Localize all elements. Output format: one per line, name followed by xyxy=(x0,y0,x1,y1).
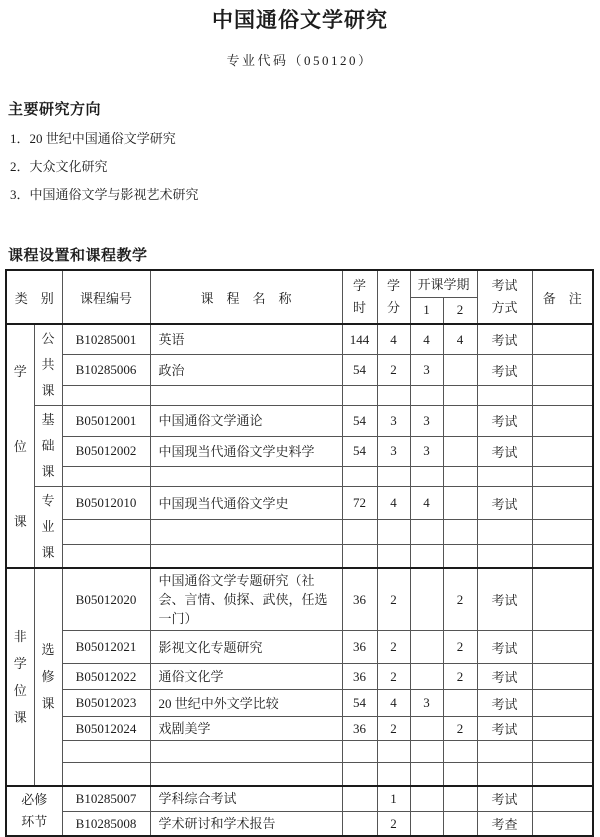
sem2-cell xyxy=(443,786,477,812)
sem1-cell xyxy=(410,717,443,741)
exam-cell xyxy=(477,741,532,763)
sem2-cell xyxy=(443,436,477,467)
credits-cell: 2 xyxy=(377,568,410,631)
group-nondegree-cell xyxy=(6,568,34,786)
hours-cell: 54 xyxy=(342,406,377,437)
course-name-cell: 中国现当代通俗文学史料学 xyxy=(150,436,342,467)
group-basic-cell xyxy=(34,406,62,487)
exam-cell: 考试 xyxy=(477,487,532,520)
group-elective-cell xyxy=(34,568,62,786)
course-code-cell: B10285006 xyxy=(62,355,150,386)
group-major-cell xyxy=(34,487,62,569)
group-elective-label: 选修课 xyxy=(41,642,55,712)
course-code-cell: B05012001 xyxy=(62,406,150,437)
sem1-cell xyxy=(410,386,443,406)
col-header-remarks: 备 注 xyxy=(532,270,593,324)
col-header-sem2: 2 xyxy=(443,297,477,324)
group-basic-label: 基础课 xyxy=(41,412,55,479)
remarks-cell xyxy=(532,324,593,355)
col-header-semester: 开课学期 xyxy=(410,270,477,297)
credits-cell: 2 xyxy=(377,355,410,386)
credits-cell: 2 xyxy=(377,717,410,741)
hours-header-label: 学时 xyxy=(353,278,367,315)
course-code-cell: B10285007 xyxy=(62,786,150,812)
hours-cell xyxy=(342,520,377,545)
remarks-cell xyxy=(532,355,593,386)
sem2-cell xyxy=(443,487,477,520)
hours-cell: 54 xyxy=(342,355,377,386)
sem1-cell xyxy=(410,763,443,786)
remarks-cell xyxy=(532,386,593,406)
remarks-cell xyxy=(532,467,593,487)
credits-cell: 3 xyxy=(377,436,410,467)
credits-cell: 3 xyxy=(377,406,410,437)
credits-cell: 1 xyxy=(377,786,410,812)
sem2-cell: 2 xyxy=(443,664,477,690)
exam-cell xyxy=(477,544,532,568)
sem1-cell xyxy=(410,520,443,545)
curriculum-heading: 课程设置和课程教学 xyxy=(8,247,148,264)
sem2-cell xyxy=(443,467,477,487)
course-name-cell xyxy=(150,763,342,786)
course-name-cell: 政治 xyxy=(150,355,342,386)
exam-cell xyxy=(477,763,532,786)
course-code-cell: B05012021 xyxy=(62,631,150,664)
exam-cell: 考试 xyxy=(477,786,532,812)
exam-cell: 考试 xyxy=(477,690,532,717)
hours-cell: 72 xyxy=(342,487,377,520)
sem2-cell: 2 xyxy=(443,568,477,631)
research-item: 3．中国通俗文学与影视艺术研究 xyxy=(10,187,199,202)
credits-cell xyxy=(377,763,410,786)
course-code-cell: B05012022 xyxy=(62,664,150,690)
hours-cell xyxy=(342,763,377,786)
group-nondegree-label: 非学位课 xyxy=(13,628,27,725)
col-header-credits xyxy=(377,270,410,324)
exam-cell xyxy=(477,467,532,487)
sem2-cell xyxy=(443,812,477,837)
course-code-cell: B05012002 xyxy=(62,436,150,467)
course-code-cell: B05012023 xyxy=(62,690,150,717)
research-item: 1．20 世纪中国通俗文学研究 xyxy=(10,131,176,146)
exam-cell: 考查 xyxy=(477,812,532,837)
sem2-cell xyxy=(443,544,477,568)
research-directions-heading: 主要研究方向 xyxy=(8,101,102,118)
exam-cell: 考试 xyxy=(477,568,532,631)
sem1-cell: 4 xyxy=(410,324,443,355)
hours-cell xyxy=(342,386,377,406)
course-code-cell: B05012024 xyxy=(62,717,150,741)
credits-cell xyxy=(377,386,410,406)
col-header-exam xyxy=(477,270,532,324)
credits-header-label: 学分 xyxy=(387,278,401,315)
col-header-name: 课 程 名 称 xyxy=(150,270,342,324)
course-name-cell: 学术研讨和学术报告 xyxy=(150,812,342,837)
sem1-cell: 3 xyxy=(410,690,443,717)
course-code-cell: B05012010 xyxy=(62,487,150,520)
major-code-subtitle: 专业代码（050120） xyxy=(226,53,374,68)
remarks-cell xyxy=(532,487,593,520)
sem1-cell xyxy=(410,467,443,487)
hours-cell xyxy=(342,812,377,837)
sem2-cell xyxy=(443,406,477,437)
sem1-cell xyxy=(410,786,443,812)
credits-cell xyxy=(377,544,410,568)
course-name-cell xyxy=(150,741,342,763)
remarks-cell xyxy=(532,568,593,631)
remarks-cell xyxy=(532,690,593,717)
research-item: 2．大众文化研究 xyxy=(10,159,108,174)
course-code-cell: B10285008 xyxy=(62,812,150,837)
hours-cell xyxy=(342,786,377,812)
course-code-cell xyxy=(62,544,150,568)
credits-cell: 2 xyxy=(377,631,410,664)
course-name-cell: 中国通俗文学通论 xyxy=(150,406,342,437)
sem1-cell: 3 xyxy=(410,406,443,437)
sem1-cell xyxy=(410,812,443,837)
sem2-cell: 4 xyxy=(443,324,477,355)
sem1-cell xyxy=(410,631,443,664)
exam-cell: 考试 xyxy=(477,406,532,437)
col-header-hours xyxy=(342,270,377,324)
remarks-cell xyxy=(532,406,593,437)
sem1-cell: 3 xyxy=(410,355,443,386)
remarks-cell xyxy=(532,812,593,837)
course-name-cell: 中国现当代通俗文学史 xyxy=(150,487,342,520)
course-name-cell: 20 世纪中外文学比较 xyxy=(150,690,342,717)
hours-cell: 144 xyxy=(342,324,377,355)
exam-cell: 考试 xyxy=(477,664,532,690)
credits-cell xyxy=(377,467,410,487)
document-page xyxy=(0,8,600,832)
sem1-cell xyxy=(410,568,443,631)
group-degree-label: 学位课 xyxy=(13,363,27,529)
page-title: 中国通俗文学研究 xyxy=(212,9,388,32)
hours-cell: 36 xyxy=(342,631,377,664)
sem2-cell xyxy=(443,741,477,763)
credits-cell: 4 xyxy=(377,487,410,520)
group-public-cell xyxy=(34,324,62,406)
course-name-cell: 中国通俗文学专题研究（社会、言情、侦探、武侠，任选一门） xyxy=(150,568,342,631)
col-header-sem1: 1 xyxy=(410,297,443,324)
remarks-cell xyxy=(532,520,593,545)
course-name-cell xyxy=(150,386,342,406)
sem1-cell: 3 xyxy=(410,436,443,467)
exam-cell xyxy=(477,386,532,406)
exam-header-label: 考试方式 xyxy=(491,278,518,315)
sem2-cell xyxy=(443,386,477,406)
group-required-cell xyxy=(6,786,62,837)
sem2-cell: 2 xyxy=(443,717,477,741)
col-header-category: 类 别 xyxy=(6,270,62,324)
hours-cell: 36 xyxy=(342,717,377,741)
credits-cell xyxy=(377,520,410,545)
hours-cell: 54 xyxy=(342,436,377,467)
course-code-cell xyxy=(62,467,150,487)
group-major-label: 专业课 xyxy=(41,493,55,560)
course-name-cell: 通俗文化学 xyxy=(150,664,342,690)
course-code-cell: B05012020 xyxy=(62,568,150,631)
col-header-code: 课程编号 xyxy=(62,270,150,324)
hours-cell xyxy=(342,741,377,763)
course-name-cell xyxy=(150,467,342,487)
exam-cell: 考试 xyxy=(477,324,532,355)
sem2-cell xyxy=(443,355,477,386)
sem1-cell: 4 xyxy=(410,487,443,520)
credits-cell: 2 xyxy=(377,664,410,690)
remarks-cell xyxy=(532,741,593,763)
research-directions-list xyxy=(10,125,600,209)
credits-cell: 4 xyxy=(377,690,410,717)
course-table xyxy=(5,269,594,837)
course-name-cell xyxy=(150,544,342,568)
sem2-cell xyxy=(443,763,477,786)
course-code-cell xyxy=(62,763,150,786)
sem1-cell xyxy=(410,544,443,568)
remarks-cell xyxy=(532,763,593,786)
exam-cell: 考试 xyxy=(477,631,532,664)
hours-cell xyxy=(342,467,377,487)
group-required-label: 必修环节 xyxy=(21,791,48,829)
sem2-cell xyxy=(443,690,477,717)
exam-cell xyxy=(477,520,532,545)
sem1-cell xyxy=(410,664,443,690)
course-code-cell xyxy=(62,520,150,545)
exam-cell: 考试 xyxy=(477,436,532,467)
group-public-label: 公共课 xyxy=(41,331,55,398)
course-code-cell xyxy=(62,386,150,406)
sem1-cell xyxy=(410,741,443,763)
course-name-cell: 英语 xyxy=(150,324,342,355)
group-degree-cell xyxy=(6,324,34,568)
course-name-cell: 影视文化专题研究 xyxy=(150,631,342,664)
course-name-cell xyxy=(150,520,342,545)
hours-cell: 54 xyxy=(342,690,377,717)
remarks-cell xyxy=(532,544,593,568)
sem2-cell: 2 xyxy=(443,631,477,664)
credits-cell: 2 xyxy=(377,812,410,837)
course-name-cell: 学科综合考试 xyxy=(150,786,342,812)
hours-cell: 36 xyxy=(342,664,377,690)
course-name-cell: 戏剧美学 xyxy=(150,717,342,741)
remarks-cell xyxy=(532,631,593,664)
credits-cell: 4 xyxy=(377,324,410,355)
exam-cell: 考试 xyxy=(477,717,532,741)
hours-cell xyxy=(342,544,377,568)
remarks-cell xyxy=(532,717,593,741)
remarks-cell xyxy=(532,786,593,812)
sem2-cell xyxy=(443,520,477,545)
credits-cell xyxy=(377,741,410,763)
remarks-cell xyxy=(532,664,593,690)
course-code-cell xyxy=(62,741,150,763)
hours-cell: 36 xyxy=(342,568,377,631)
course-code-cell: B10285001 xyxy=(62,324,150,355)
remarks-cell xyxy=(532,436,593,467)
exam-cell: 考试 xyxy=(477,355,532,386)
